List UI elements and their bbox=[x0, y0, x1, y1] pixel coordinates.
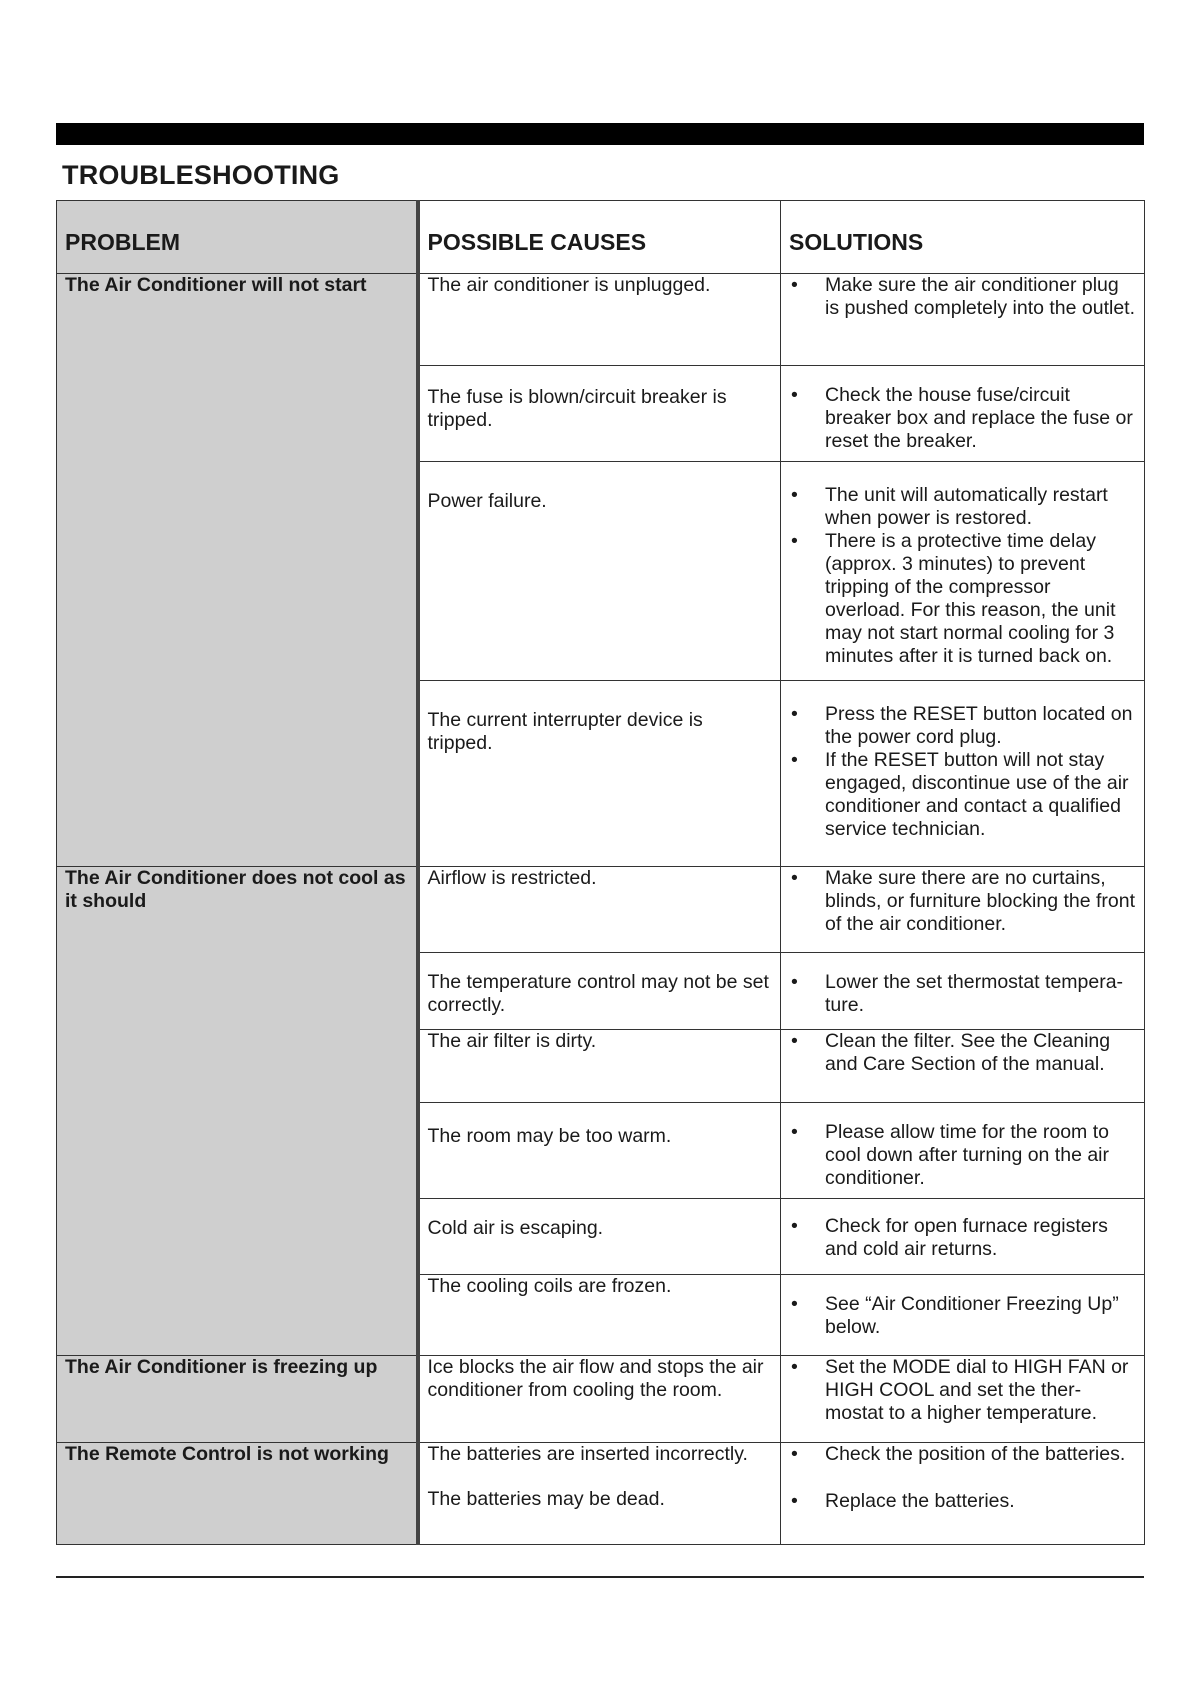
cause-cell: The current interrupter device is tripped. bbox=[418, 681, 781, 867]
problem-does-not-cool: The Air Conditioner does not cool as it should bbox=[57, 867, 418, 1356]
table-row bbox=[57, 274, 1145, 366]
problem-freezing-up: The Air Conditioner is freezing up bbox=[57, 1356, 418, 1443]
cause-cell: The air filter is dirty. bbox=[418, 1030, 781, 1103]
solution-item: • Set the MODE dial to HIGH FAN or HIGH COOL and set the ther-mostat to a higher temperature. bbox=[789, 1356, 1136, 1425]
cause-cell: The fuse is blown/circuit breaker is tripped. bbox=[418, 366, 781, 462]
solution-item: • Lower the set thermostat tempera-ture. bbox=[789, 971, 1136, 1017]
cause-cell: Cold air is escaping. bbox=[418, 1199, 781, 1275]
header-problem: PROBLEM bbox=[57, 201, 418, 274]
cause-cell: Airflow is restricted. bbox=[418, 867, 781, 953]
solution-item: • Check for open furnace registers and cold air returns. bbox=[789, 1215, 1136, 1261]
header-solutions: SOLUTIONS bbox=[781, 201, 1145, 274]
solution-item: • Check the house fuse/circuit breaker box and replace the fuse or reset the breaker. bbox=[789, 384, 1136, 453]
solution-cell bbox=[781, 953, 1145, 1030]
solution-item: • Clean the filter. See the Cleaning and Care Section of the manual. bbox=[789, 1030, 1136, 1076]
page-title: TROUBLESHOOTING bbox=[62, 160, 340, 190]
solution-cell bbox=[781, 462, 1145, 681]
solution-cell bbox=[781, 1443, 1145, 1545]
solution-cell bbox=[781, 1356, 1145, 1443]
troubleshooting-table bbox=[56, 200, 1145, 1545]
solution-item: • The unit will automatically restart when power is restored. bbox=[789, 484, 1136, 530]
solution-item: • Press the RESET button located on the power cord plug. bbox=[789, 703, 1136, 749]
solution-cell bbox=[781, 867, 1145, 953]
solution-cell bbox=[781, 1030, 1145, 1103]
cause-cell: The cooling coils are frozen. bbox=[418, 1275, 781, 1356]
solution-cell bbox=[781, 274, 1145, 366]
solution-cell bbox=[781, 1199, 1145, 1275]
solution-cell bbox=[781, 366, 1145, 462]
solution-item: • See “Air Conditioner Freezing Up” below. bbox=[789, 1293, 1136, 1339]
cause-cell: The temperature control may not be set correctly. bbox=[418, 953, 781, 1030]
solution-item: • Please allow time for the room to cool down after turning on the air conditioner. bbox=[789, 1121, 1136, 1190]
solution-item: • If the RESET button will not stay engaged, discontinue use of the air conditioner and contact a qualified service technician. bbox=[789, 749, 1136, 841]
cause-text: The batteries are inserted incorrectly. bbox=[427, 1443, 748, 1465]
problem-will-not-start: The Air Conditioner will not start bbox=[57, 274, 418, 867]
problem-remote-control: The Remote Control is not working bbox=[57, 1443, 418, 1545]
table-row bbox=[57, 867, 1145, 953]
solution-item: • Make sure there are no curtains, blinds, or furniture blocking the front of the air conditioner. bbox=[789, 867, 1136, 936]
solution-item: • Replace the batteries. bbox=[789, 1490, 1136, 1513]
solution-item: • Check the position of the batteries. bbox=[789, 1443, 1136, 1466]
cause-cell bbox=[418, 1443, 781, 1545]
cause-cell: The air conditioner is unplugged. bbox=[418, 274, 781, 366]
solution-cell bbox=[781, 1103, 1145, 1199]
cause-text: The batteries may be dead. bbox=[427, 1488, 665, 1510]
table-row bbox=[57, 1443, 1145, 1545]
cause-cell: Power failure. bbox=[418, 462, 781, 681]
cause-cell: The room may be too warm. bbox=[418, 1103, 781, 1199]
header-bar bbox=[56, 123, 1144, 145]
solution-item: • There is a protective time delay (approx. 3 minutes) to prevent tripping of the compressor overload. For this reason, the unit may not start normal cooling for 3 minutes after it is turned back on. bbox=[789, 530, 1136, 668]
cause-cell: Ice blocks the air flow and stops the air conditioner from cooling the room. bbox=[418, 1356, 781, 1443]
footer-rule bbox=[56, 1576, 1144, 1578]
solution-item: • Make sure the air conditioner plug is pushed completely into the outlet. bbox=[789, 274, 1136, 320]
solution-cell bbox=[781, 1275, 1145, 1356]
table-row bbox=[57, 1356, 1145, 1443]
table-header-row bbox=[57, 201, 1145, 274]
header-possible-causes: POSSIBLE CAUSES bbox=[418, 201, 781, 274]
solution-cell bbox=[781, 681, 1145, 867]
